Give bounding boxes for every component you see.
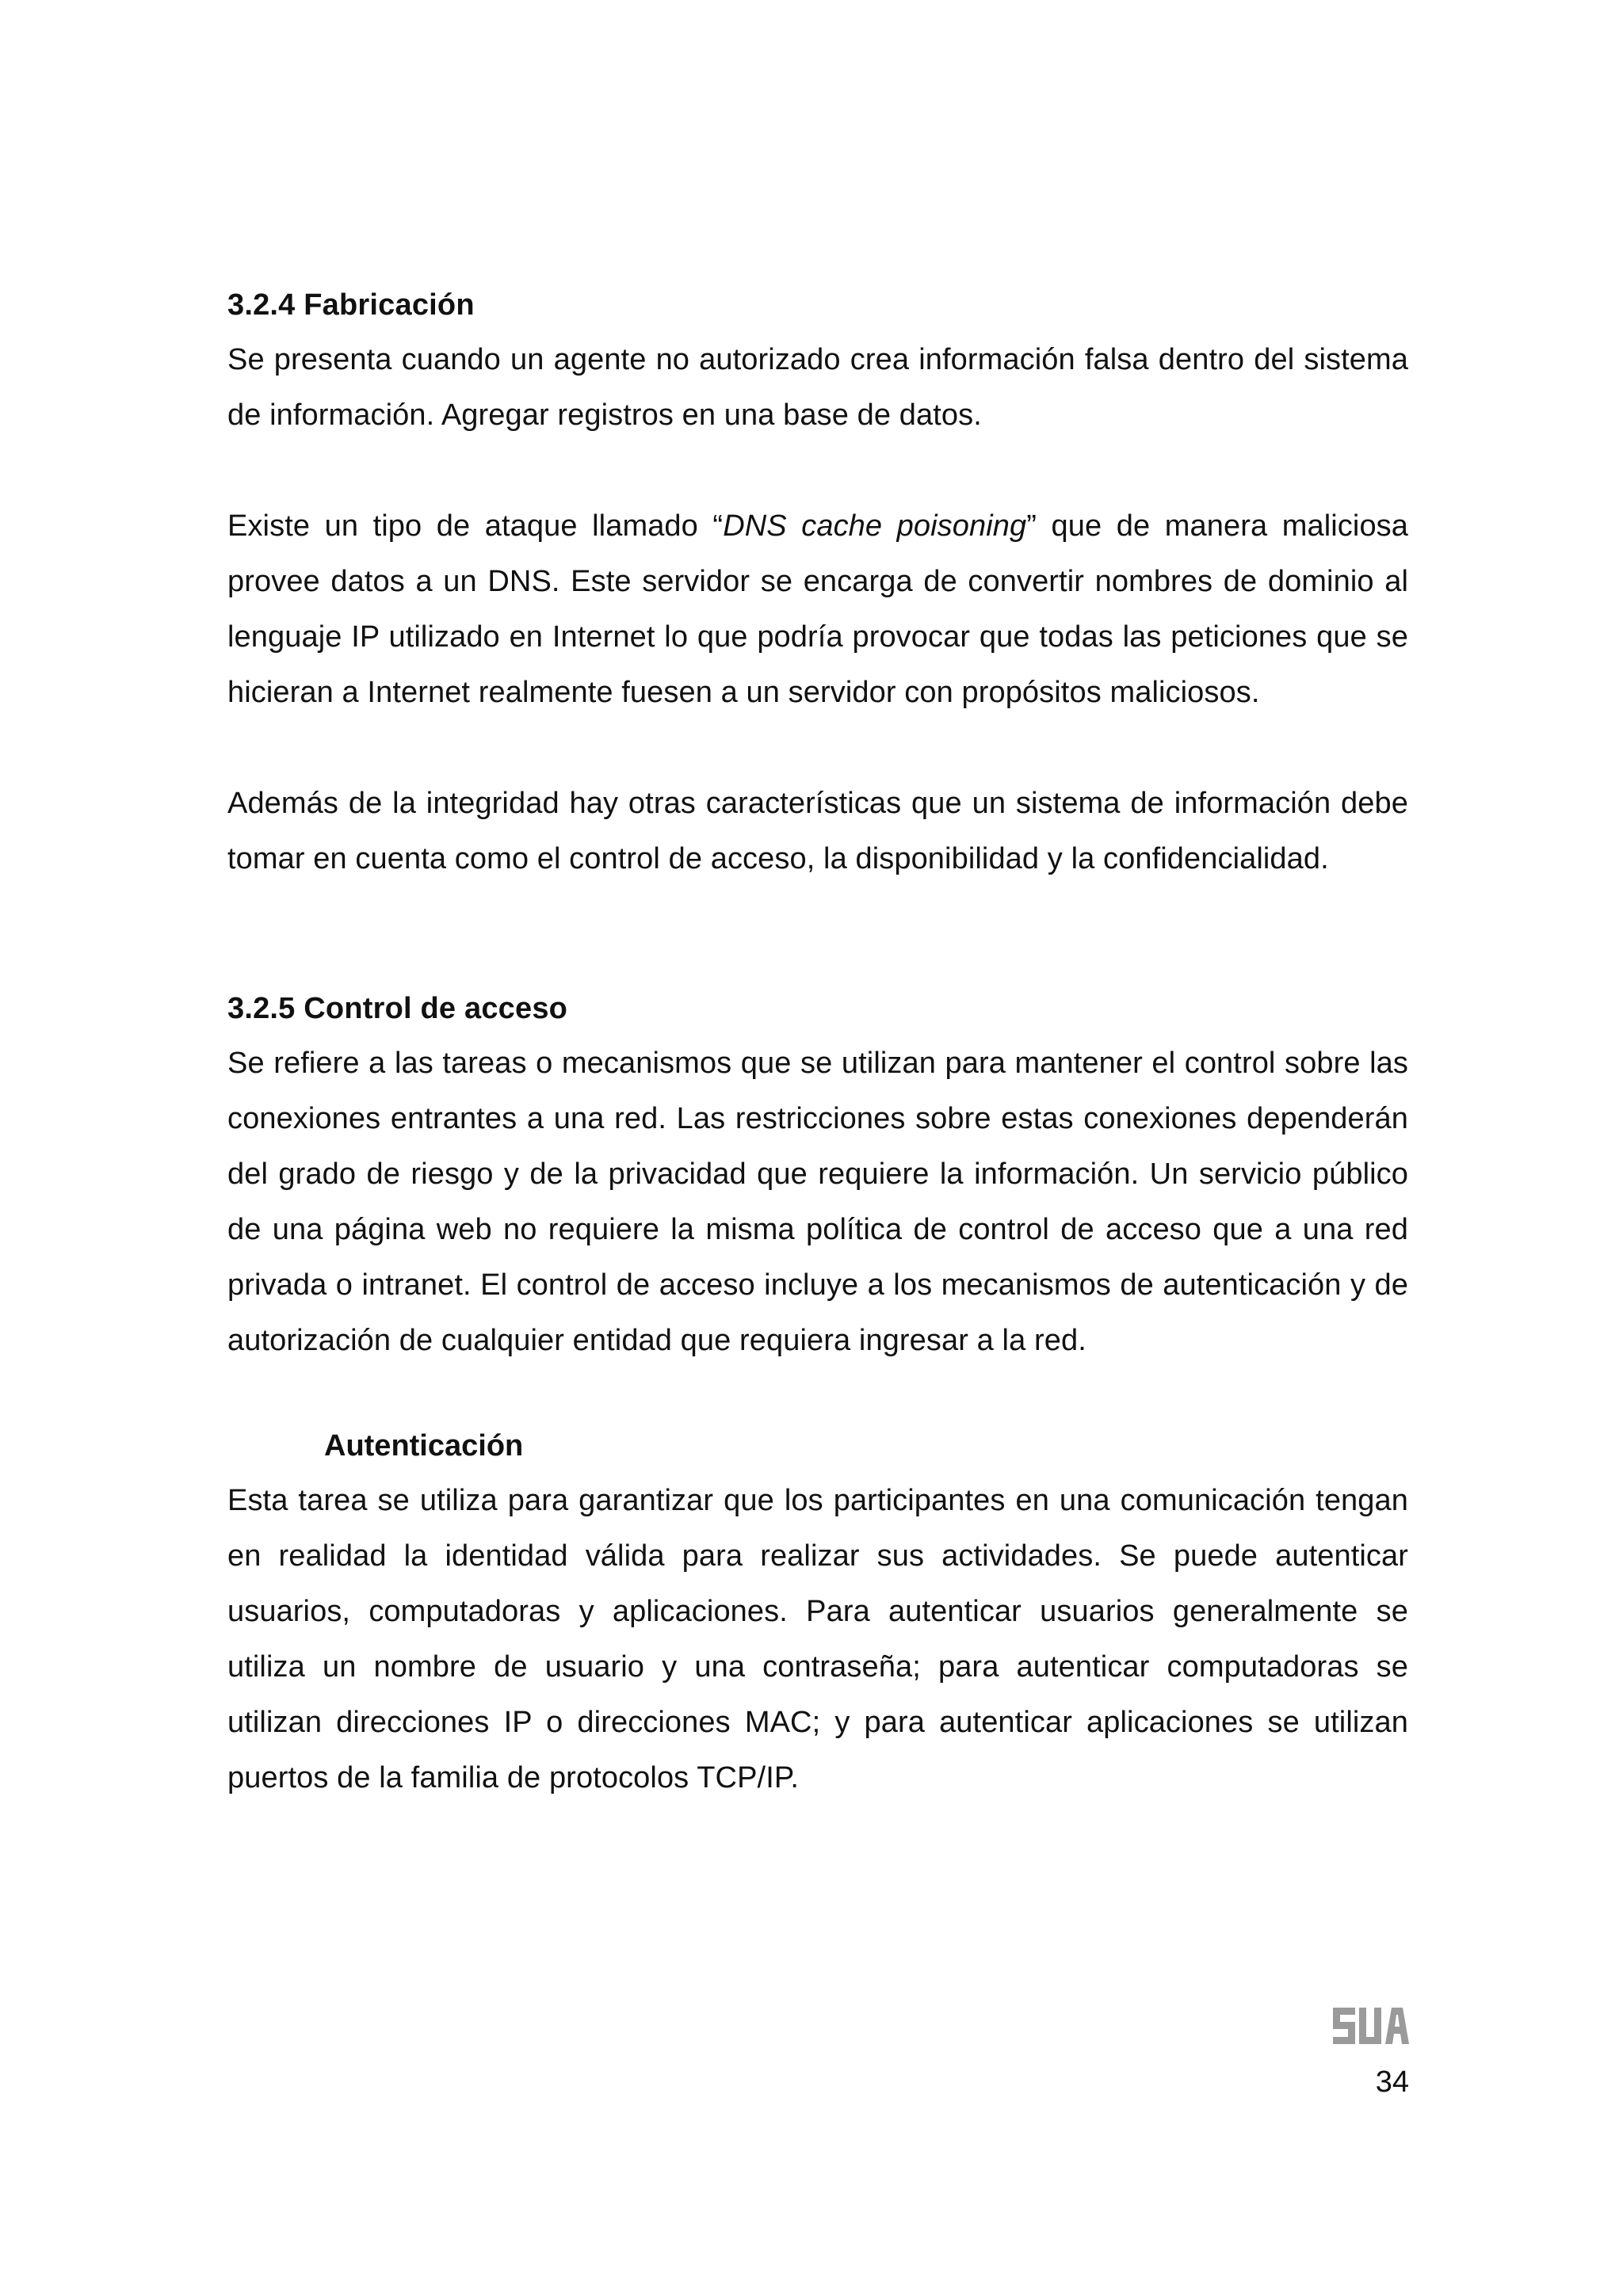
section-heading-control-acceso: 3.2.5 Control de acceso <box>227 992 568 1025</box>
subsection-heading-autenticacion: Autenticación <box>324 1429 524 1463</box>
paragraph-text-end: ” que de manera maliciosa provee datos a un DNS. Este servidor se encarga de convertir nombres de dominio al lenguaje IP utilizado en Internet lo que podría provocar que todas las peticiones que se hicieran a Internet realmente fuesen a un servidor con propósitos maliciosos. <box>227 509 1409 709</box>
paragraph-other-characteristics: Además de la integridad hay otras características que un sistema de información debe tomar en cuenta como el control de acceso, la disponibilidad y la confidencialidad. <box>227 787 1408 875</box>
paragraph-fabricacion-definition: Se presenta cuando un agente no autorizado crea información falsa dentro del sistema de información. Agregar registros en una base de datos. <box>227 343 1408 432</box>
paragraph-text-start: Existe un tipo de ataque llamado “ <box>227 509 724 543</box>
emphasis-dns-cache-poisoning: DNS cache poisoning <box>723 509 1027 543</box>
page-content <box>227 283 1408 1806</box>
page-number: 34 <box>1375 2065 1409 2099</box>
paragraph-autenticacion: Esta tarea se utiliza para garantizar que los participantes en una comunicación tengan en realidad la identidad válida para realizar sus actividades. Se puede autenticar usuarios, computadoras y aplicaciones. Para autenticar usuarios generalmente se utiliza un nombre de usuario y una contraseña; para autenticar computadoras se utilizan direcciones IP o direcciones MAC; y para autenticar aplicaciones se utilizan puertos de la familia de protocolos TCP/IP. <box>227 1484 1408 1794</box>
paragraph-control-acceso: Se refiere a las tareas o mecanismos que se utilizan para mantener el control sobre las conexiones entrantes a una red. Las restricciones sobre estas conexiones dependerán del grado de riesgo y de la privacidad que requiere la información. Un servicio público de una página web no requiere la misma política de control de acceso que a una red privada o intranet. El control de acceso incluye a los mecanismos de autenticación y de autorización de cualquier entidad que requiera ingresar a la red. <box>227 1047 1408 1357</box>
section-heading-fabricacion: 3.2.4 Fabricación <box>227 288 475 322</box>
sua-logo <box>1333 2008 1409 2044</box>
paragraph-dns-cache-poisoning <box>227 498 1408 720</box>
